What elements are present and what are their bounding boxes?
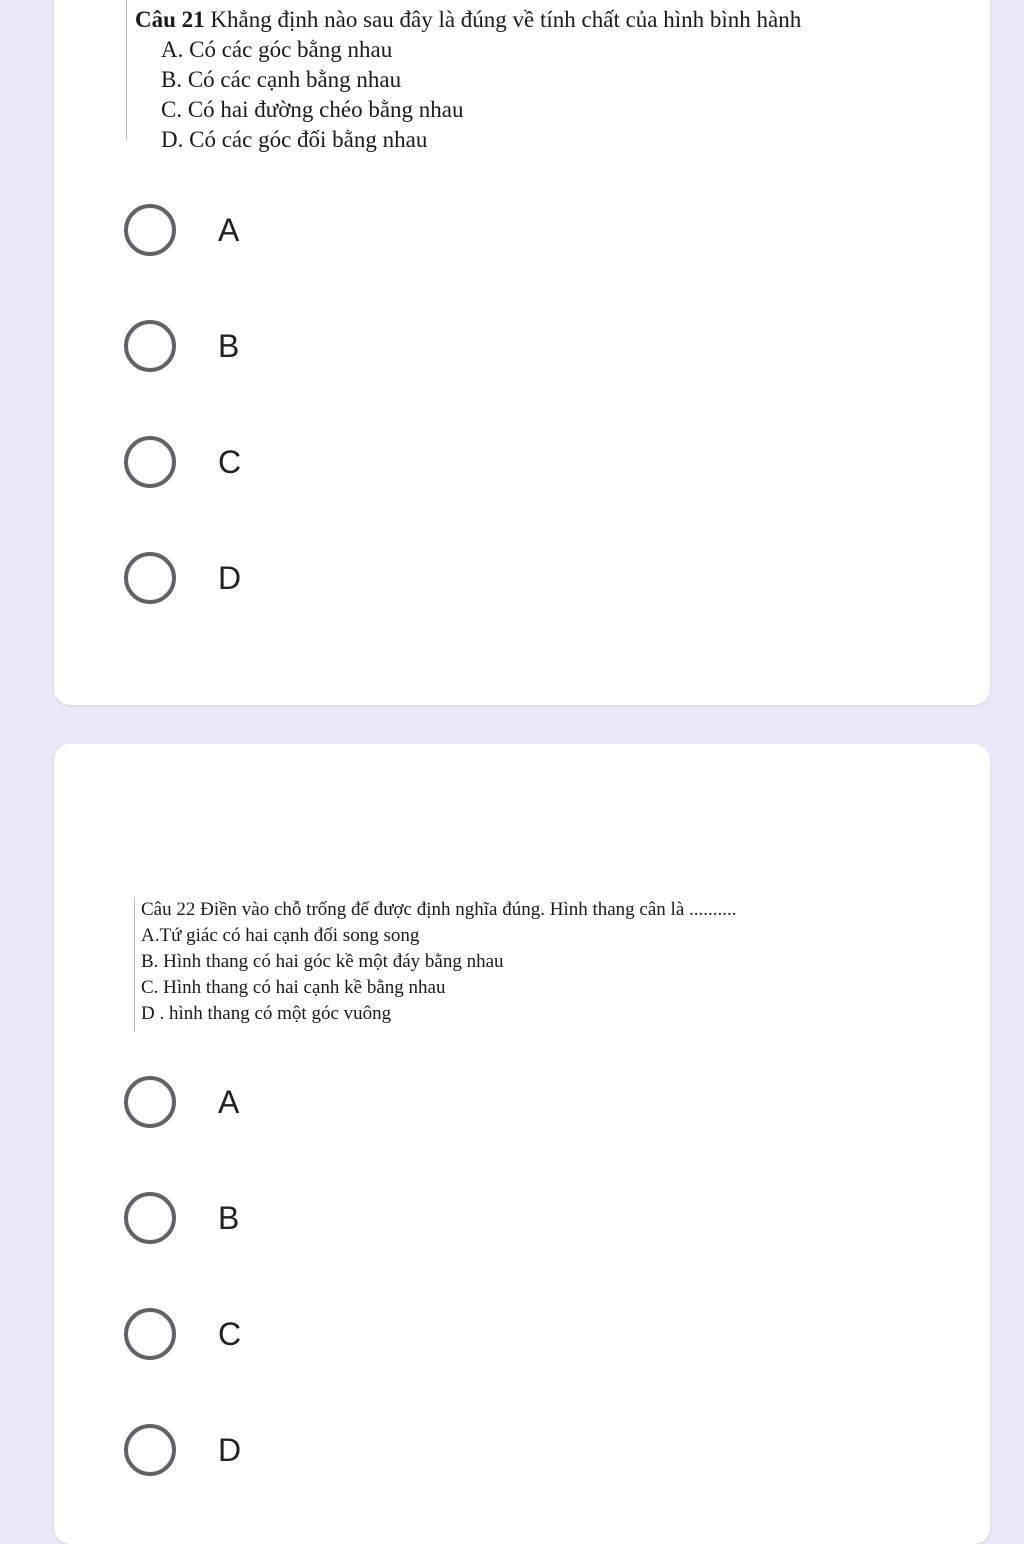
question-text: Điền vào chỗ trống để được định nghĩa đúng. Hình thang cân là ..........: [200, 899, 737, 920]
radio-option-a[interactable]: [124, 1076, 524, 1136]
option-label: A: [218, 1084, 240, 1120]
option-label: B: [218, 1200, 240, 1236]
option-label: D: [218, 1432, 242, 1468]
question-number: Câu 22: [141, 899, 196, 920]
radio-button[interactable]: [124, 1424, 176, 1476]
question-image-21: [126, 0, 947, 152]
radio-button[interactable]: [124, 1308, 176, 1360]
radio-option-b[interactable]: [124, 320, 524, 380]
question-line-d: D. Có các góc đối bằng nhau: [161, 127, 428, 152]
radio-button[interactable]: [124, 1076, 176, 1128]
question-line-c: C. Hình thang có hai cạnh kề bằng nhau: [141, 977, 446, 998]
question-text: Khẳng định nào sau đây là đúng về tính chất của hình bình hành: [210, 7, 802, 32]
question-number: Câu 21: [135, 7, 205, 32]
radio-button[interactable]: [124, 436, 176, 488]
option-label: D: [218, 560, 242, 596]
radio-button[interactable]: [124, 1192, 176, 1244]
question-card-21: [54, 0, 990, 705]
option-label: C: [218, 444, 242, 480]
question-image-22: [134, 897, 895, 1032]
radio-button[interactable]: [124, 320, 176, 372]
radio-option-b[interactable]: [124, 1192, 524, 1252]
radio-option-a[interactable]: [124, 204, 524, 264]
question-line-b: B. Hình thang có hai góc kề một đáy bằng nhau: [141, 951, 504, 972]
question-line-c: C. Có hai đường chéo bằng nhau: [161, 97, 464, 122]
radio-button[interactable]: [124, 204, 176, 256]
radio-option-d[interactable]: [124, 552, 524, 612]
question-header: [141, 899, 737, 921]
radio-option-c[interactable]: [124, 1308, 524, 1368]
option-label: A: [218, 212, 240, 248]
option-label: C: [218, 1316, 242, 1352]
question-card-22: [54, 744, 990, 1544]
radio-option-c[interactable]: [124, 436, 524, 496]
question-line-b: B. Có các cạnh bằng nhau: [161, 67, 402, 92]
radio-option-d[interactable]: [124, 1424, 524, 1484]
question-line-d: D . hình thang có một góc vuông: [141, 1003, 392, 1024]
question-header: [135, 7, 801, 33]
option-label: B: [218, 328, 240, 364]
question-line-a: A.Tứ giác có hai cạnh đối song song: [141, 925, 420, 946]
radio-button[interactable]: [124, 552, 176, 604]
question-line-a: A. Có các góc bằng nhau: [161, 37, 393, 62]
